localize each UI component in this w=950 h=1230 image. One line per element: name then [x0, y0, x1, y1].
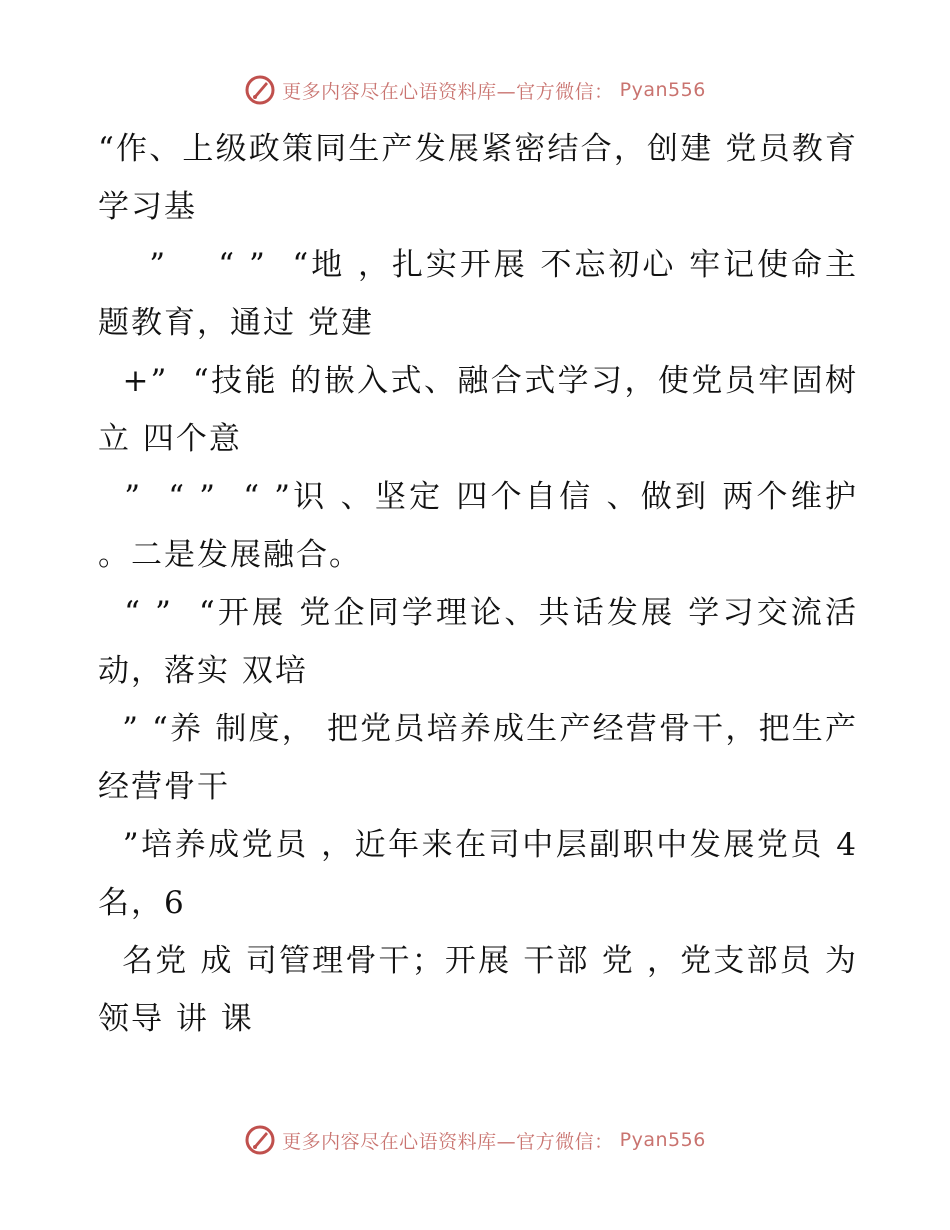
paragraph-1: “作、上级政策同生产发展紧密结合，创建 党员教育学习基	[98, 131, 858, 225]
header-watermark	[0, 70, 950, 110]
watermark-text: 更多内容尽在心语资料库—官方微信：	[282, 80, 614, 103]
paragraph-7: ”培养成党员 ，近年来在司中层副职中发展党员 4名，6	[98, 827, 858, 921]
watermark-wechat-id: Pyan556	[619, 1129, 706, 1151]
paragraph-3: +” “技能 的嵌入式、融合式学习，使党员牢固树立 四个意	[98, 363, 858, 457]
quill-logo-icon	[244, 1124, 276, 1156]
paragraph-8: 名党 成 司管理骨干；开展 干部 党 ，党支部员 为 领导 讲 课	[98, 943, 870, 1037]
footer-watermark	[0, 1120, 950, 1160]
paragraph-6: ” “养 制度， 把党员培养成生产经营骨干，把生产经营骨干	[98, 711, 858, 805]
paragraph-2: ” “ ” “地 ，扎实开展 不忘初心 牢记使命主题教育，通过 党建	[98, 247, 858, 341]
watermark-text: 更多内容尽在心语资料库—官方微信：	[282, 1130, 614, 1153]
paragraph-4: ” “ ” “ ”识 、坚定 四个自信 、做到 两个维护 。二是发展融合。	[98, 479, 870, 573]
paragraph-5: “ ” “开展 党企同学理论、共话发展 学习交流活动，落实 双培	[98, 595, 858, 689]
quill-logo-icon	[244, 74, 276, 106]
watermark-wechat-id: Pyan556	[619, 79, 706, 101]
document-body	[98, 120, 870, 1048]
